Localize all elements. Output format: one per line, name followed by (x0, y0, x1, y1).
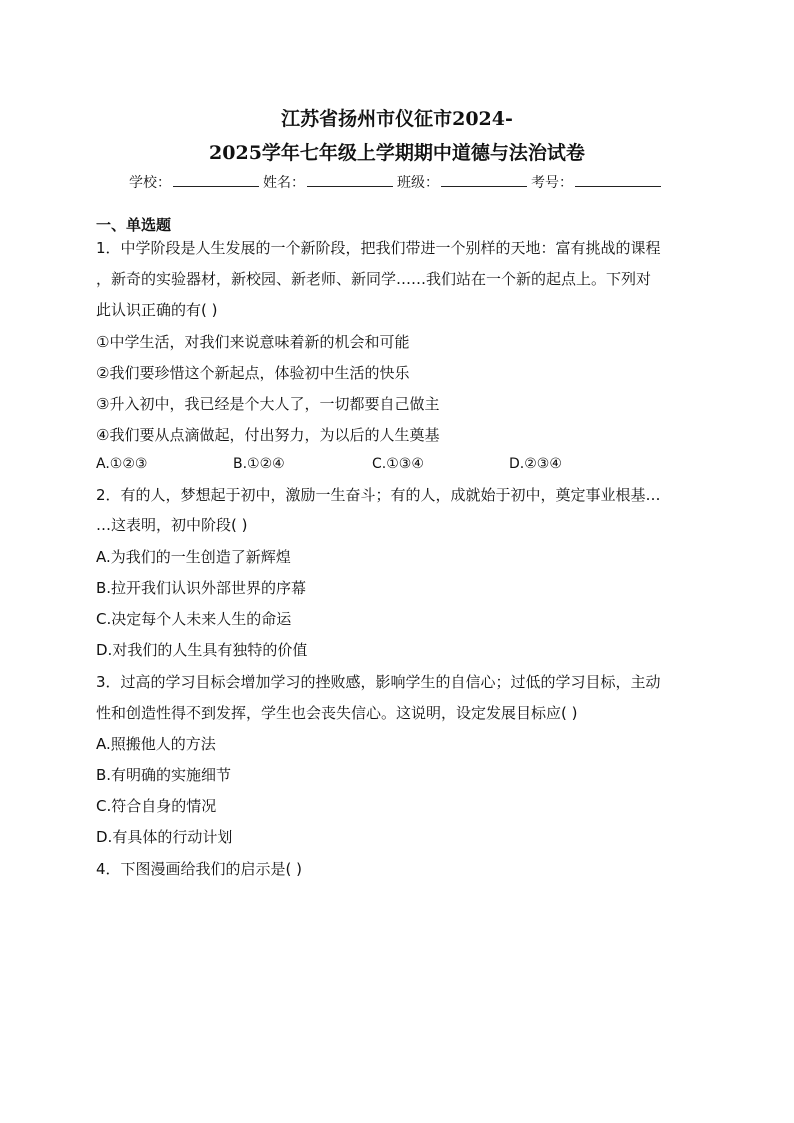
q2-option-d[interactable]: D.对我们的人生具有独特的价值 (96, 641, 308, 659)
name-label: 姓名： (263, 175, 305, 191)
q4-stem: 4．下图漫画给我们的启示是( ) (96, 860, 303, 878)
section-heading: 一、单选题 (96, 216, 172, 234)
class-label: 班级： (397, 175, 439, 191)
exam-title-line-2: 2025学年七年级上学期期中道德与法治试卷 (209, 142, 585, 164)
exam-number-blank (575, 172, 661, 187)
q1-option-b[interactable]: B.①②④ (233, 456, 285, 472)
school-blank (173, 172, 259, 187)
q3-option-a[interactable]: A.照搬他人的方法 (96, 735, 216, 753)
exam-number-label: 考号： (531, 175, 573, 191)
q2-stem-line-1: 2．有的人，梦想起于初中，激励一生奋斗；有的人，成就始于初中，奠定事业根基… (96, 486, 661, 504)
exam-title-line-1: 江苏省扬州市仪征市2024- (281, 108, 513, 130)
q2-stem-line-2: …这表明，初中阶段( ) (96, 516, 248, 534)
name-blank (307, 172, 393, 187)
q3-option-c[interactable]: C.符合自身的情况 (96, 797, 217, 815)
q1-option-a[interactable]: A.①②③ (96, 456, 148, 472)
q2-option-a[interactable]: A.为我们的一生创造了新辉煌 (96, 548, 291, 566)
student-info-row (0, 172, 794, 192)
q1-statement-1: ①中学生活，对我们来说意味着新的机会和可能 (96, 333, 410, 351)
q3-stem-line-1: 3．过高的学习目标会增加学习的挫败感，影响学生的自信心；过低的学习目标，主动 (96, 673, 661, 691)
q3-option-b[interactable]: B.有明确的实施细节 (96, 766, 232, 784)
q1-stem-line-3: 此认识正确的有( ) (96, 301, 218, 319)
q3-stem-line-2: 性和创造性得不到发挥，学生也会丧失信心。这说明，设定发展目标应( ) (96, 704, 578, 722)
school-label: 学校： (129, 175, 171, 191)
q1-option-c[interactable]: C.①③④ (372, 456, 424, 472)
q3-option-d[interactable]: D.有具体的行动计划 (96, 828, 233, 846)
q1-option-d[interactable]: D.②③④ (509, 456, 562, 472)
q1-statement-4: ④我们要从点滴做起，付出努力，为以后的人生奠基 (96, 426, 440, 444)
q1-statement-3: ③升入初中，我已经是个大人了，一切都要自己做主 (96, 395, 440, 413)
q1-stem-line-2: ，新奇的实验器材，新校园、新老师、新同学……我们站在一个新的起点上。下列对 (96, 270, 652, 288)
class-blank (441, 172, 527, 187)
q2-option-c[interactable]: C.决定每个人未来人生的命运 (96, 610, 292, 628)
q1-stem-line-1: 1．中学阶段是人生发展的一个新阶段，把我们带进一个别样的天地：富有挑战的课程 (96, 239, 661, 257)
q1-statement-2: ②我们要珍惜这个新起点，体验初中生活的快乐 (96, 364, 410, 382)
q2-option-b[interactable]: B.拉开我们认识外部世界的序幕 (96, 579, 307, 597)
